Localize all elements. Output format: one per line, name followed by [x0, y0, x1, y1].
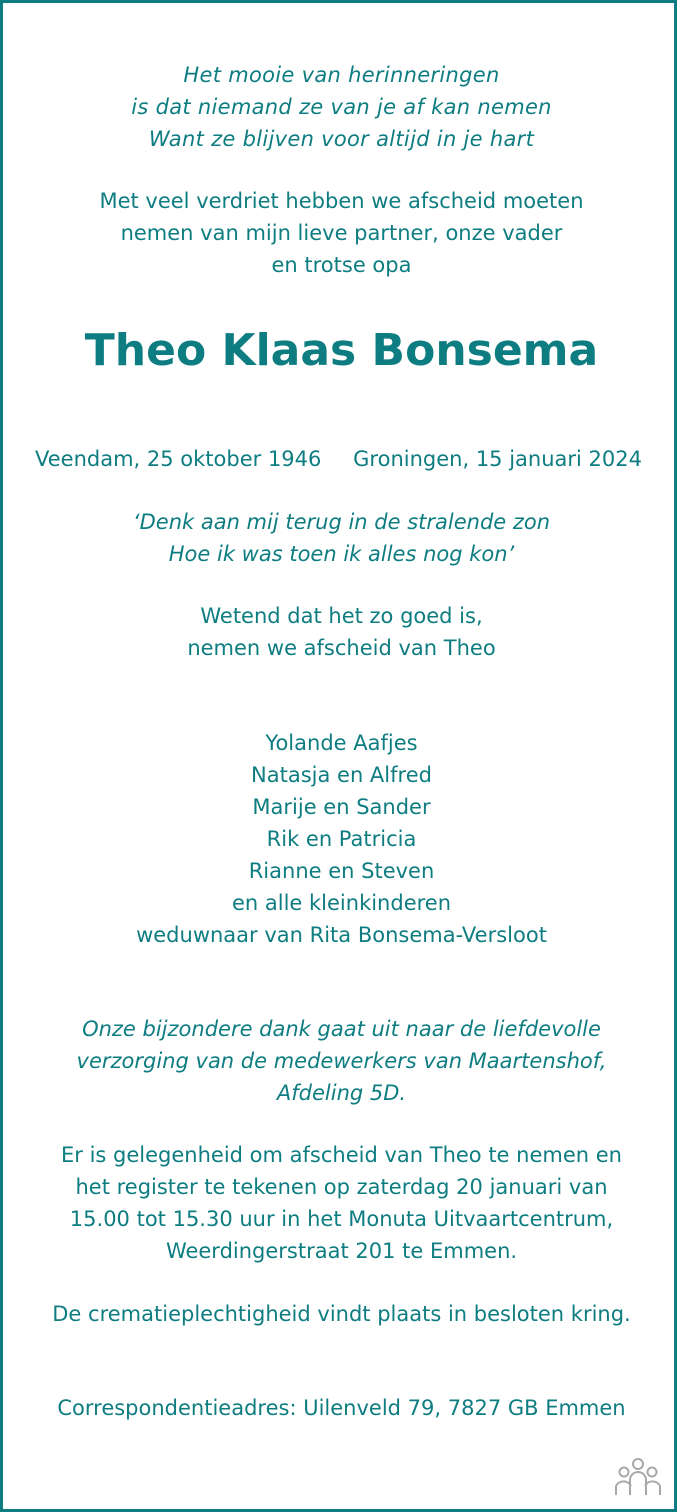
quote-line: ‘Denk aan mij terug in de stralende zon [132, 510, 551, 534]
intro-line: en trotse opa [271, 253, 412, 277]
intro-line: Met veel verdriet hebben we afscheid moeten [99, 189, 584, 213]
farewell-line: Wetend dat het zo goed is, [200, 604, 483, 628]
people-group-icon [612, 1455, 664, 1499]
visitation-line: Weerdingerstraat 201 te Emmen. [165, 1239, 518, 1263]
poem-line: Want ze blijven voor altijd in je hart [148, 127, 535, 151]
quote-line: Hoe ik was toen ik alles nog kon’ [168, 542, 515, 566]
family-member: Yolande Aafjes [265, 731, 418, 755]
thanks-line: Onze bijzondere dank gaat uit naar de liefdevolle [82, 1017, 601, 1041]
deceased-name: Theo Klaas Bonsema [84, 325, 599, 376]
poem-line: is dat niemand ze van je af kan nemen [131, 95, 552, 119]
birth-date: Veendam, 25 oktober 1946 [35, 447, 322, 471]
correspondence-address: Correspondentieadres: Uilenveld 79, 7827 GB Emmen [57, 1396, 626, 1420]
family-member: en alle kleinkinderen [231, 891, 452, 915]
family-member: Marije en Sander [252, 795, 431, 819]
family-member: Natasja en Alfred [251, 763, 432, 787]
visitation-line: 15.00 tot 15.30 uur in het Monuta Uitvaartcentrum, [69, 1207, 614, 1231]
poem-line: Het mooie van herinneringen [183, 63, 500, 87]
thanks-line: Afdeling 5D. [276, 1081, 407, 1105]
thanks-line: verzorging van de medewerkers van Maartenshof, [76, 1049, 607, 1073]
family-member: Rianne en Steven [248, 859, 435, 883]
family-member: Rik en Patricia [266, 827, 417, 851]
intro-line: nemen van mijn lieve partner, onze vader [120, 221, 563, 245]
visitation-line: het register te tekenen op zaterdag 20 januari van [75, 1175, 608, 1199]
farewell-line: nemen we afscheid van Theo [187, 636, 496, 660]
family-member: weduwnaar van Rita Bonsema-Versloot [136, 923, 547, 947]
cremation-text: De crematieplechtigheid vindt plaats in besloten kring. [52, 1302, 631, 1326]
visitation-line: Er is gelegenheid om afscheid van Theo te nemen en [61, 1143, 622, 1167]
death-date: Groningen, 15 januari 2024 [353, 447, 642, 471]
